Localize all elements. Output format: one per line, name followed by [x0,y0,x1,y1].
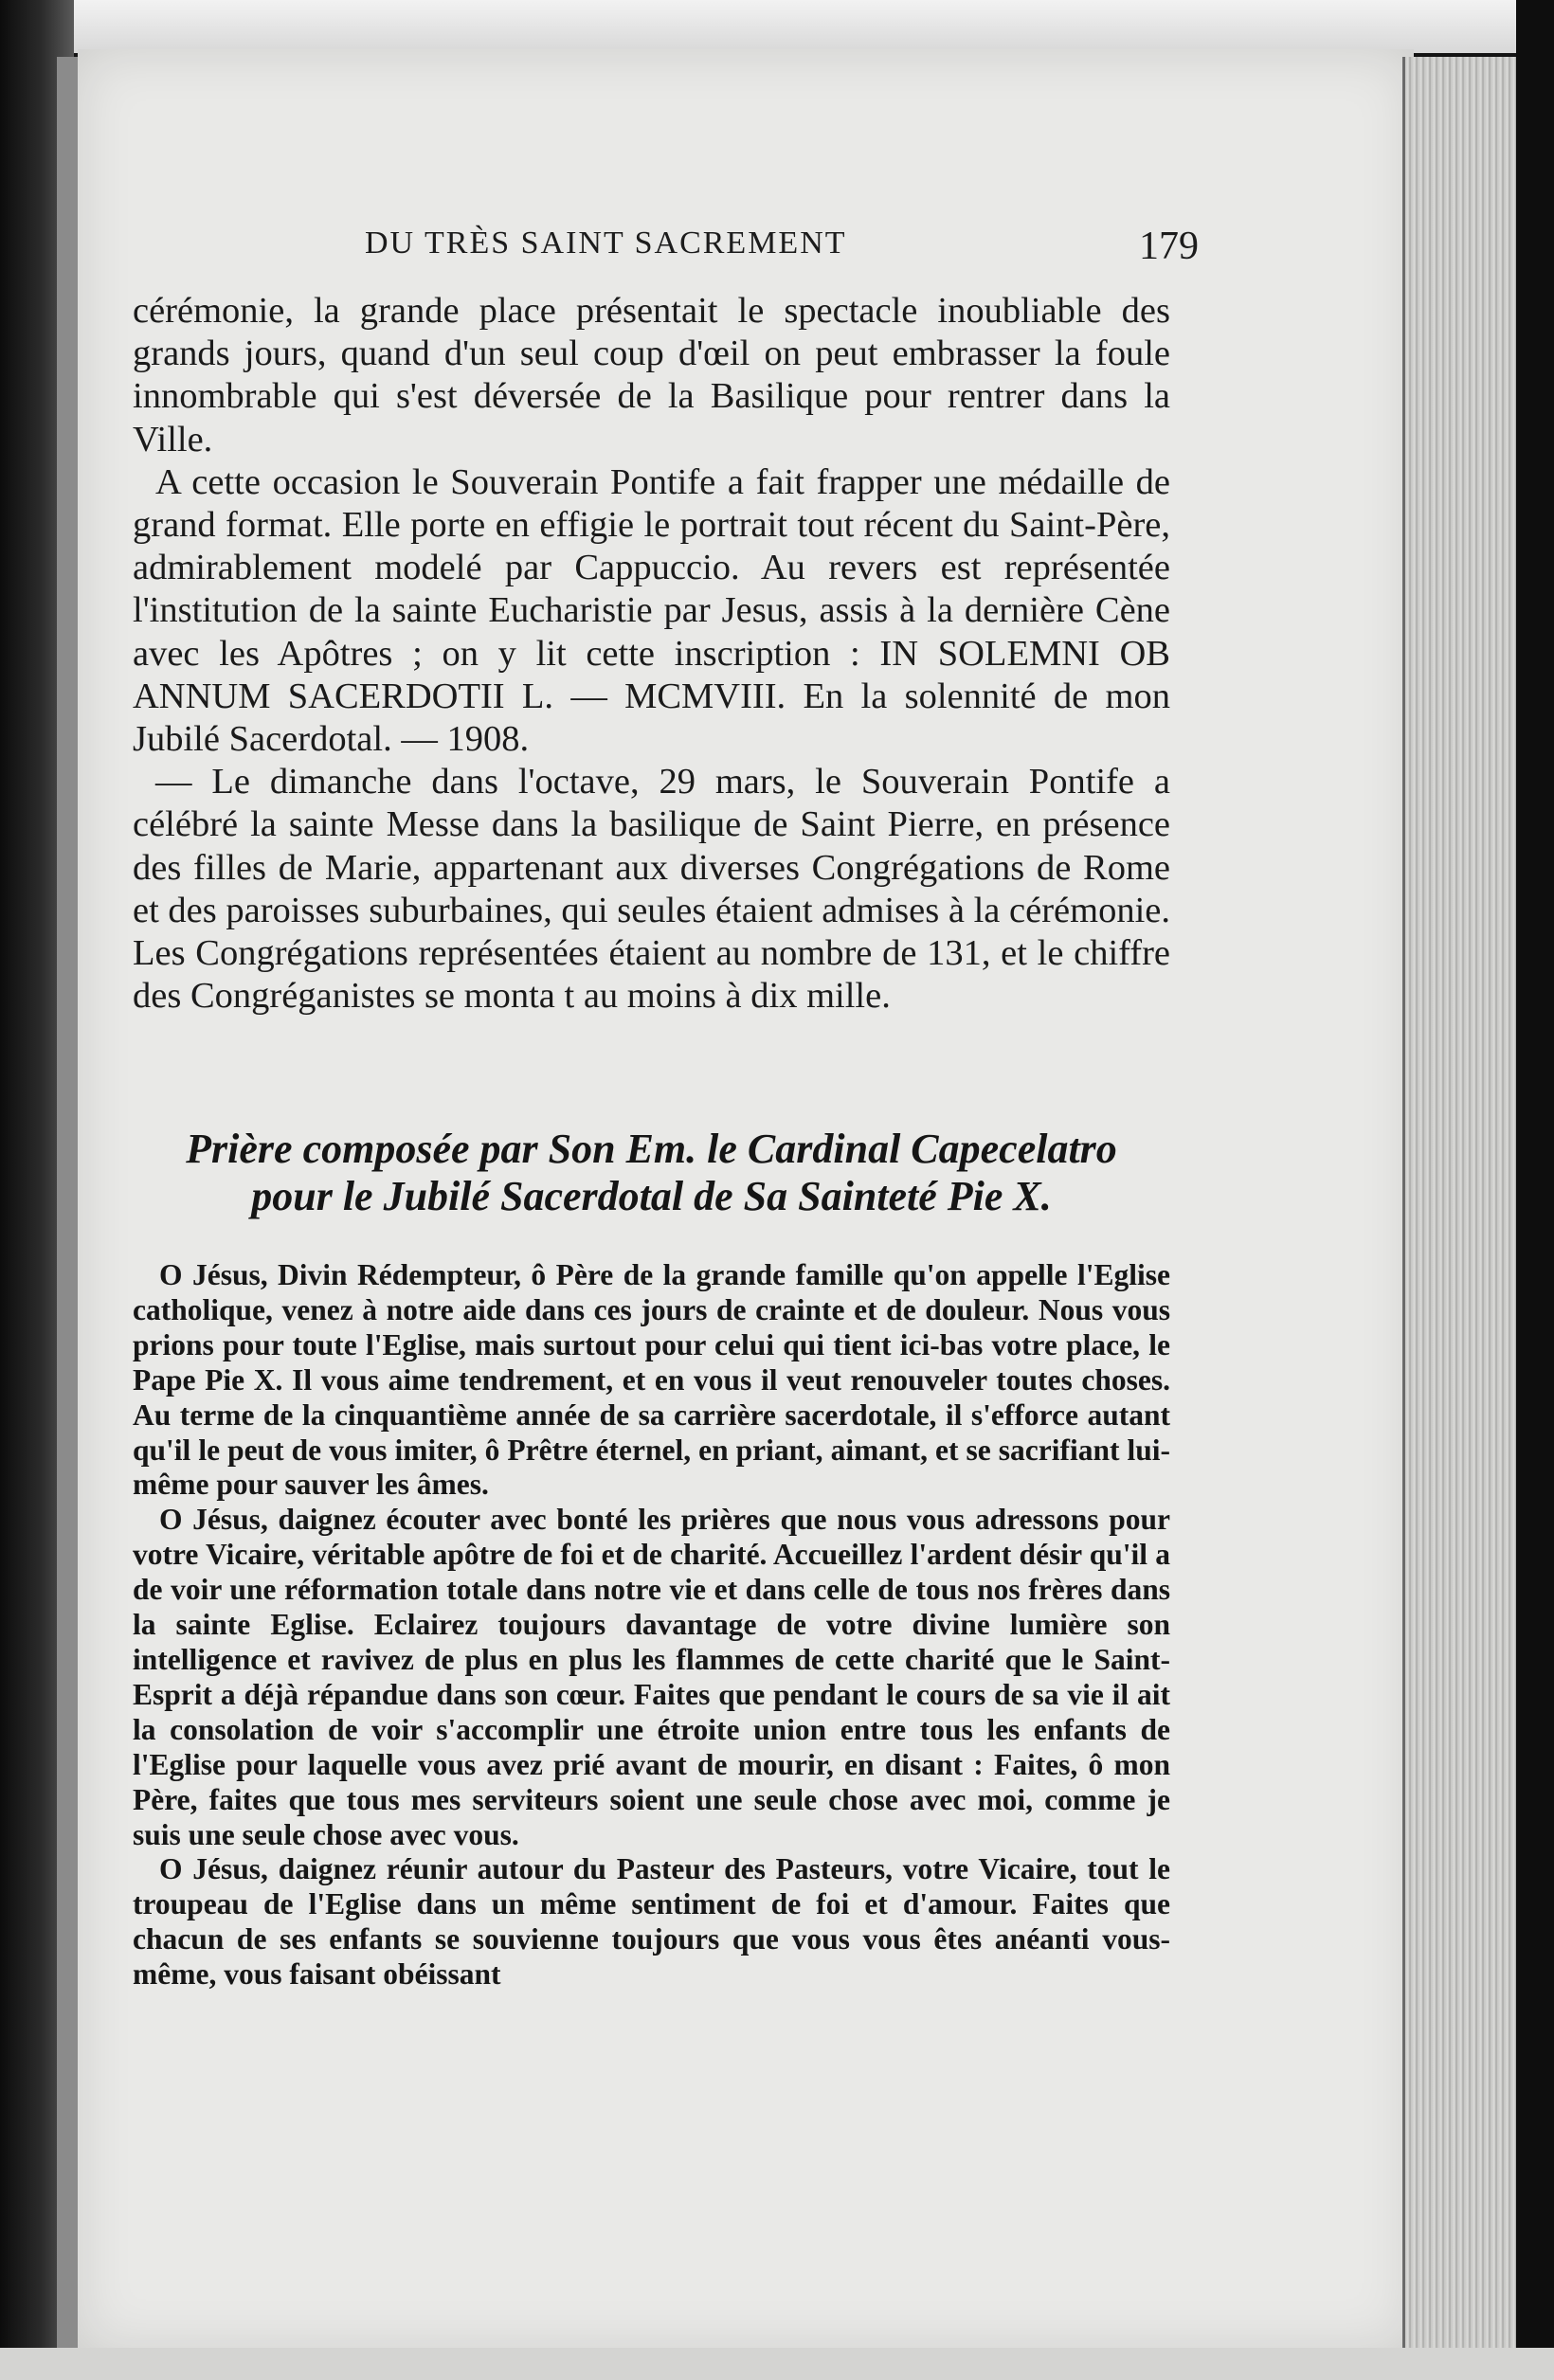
page-number: 179 [1139,225,1199,268]
section-title-line: Prière composée par Son Em. le Cardinal Capecelatro [186,1126,1117,1172]
prayer-paragraph: O Jésus, daignez réunir autour du Pasteur des Pasteurs, votre Vicaire, tout le troupeau de l'Eglise dans un même sentiment de foi et d'amour. Faites que chacun de ses enfants se souvienne toujours que vous vous êtes anéanti vous-même, vous faisant obéissant [133,1852,1170,1992]
body-text [133,290,1170,1018]
page-stack-edge [1402,57,1519,2350]
section-title-line: pour le Jubilé Sacerdotal de Sa Sainteté Pie X. [251,1173,1052,1219]
scan-bottom-margin [0,2348,1554,2380]
prayer-paragraph: O Jésus, daignez écouter avec bonté les prières que nous vous adressons pour votre Vicaire, véritable apôtre de foi et de charité. Accueillez l'ardent désir qu'il a de voir une réformation totale dans notre vie et dans celle de tous nos frères dans la sainte Eglise. Eclairez toujours davantage de votre divine lumière son intelligence et ravivez de plus en plus les flammes de cette charité que le Saint-Esprit a déjà répandue dans son cœur. Faites que pendant le cours de sa vie il ait la consolation de voir s'accomplir une étroite union entre tous les enfants de l'Eglise pour laquelle vous avez prié avant de mourir, en disant : Faites, ô mon Père, faites que tous mes serviteurs soient une seule chose avec moi, comme je suis une seule chose avec vous. [133,1503,1170,1851]
facing-page-edge [57,57,80,2350]
prayer-text [133,1258,1170,1992]
scan-top-margin [0,0,1554,53]
section-title [133,1126,1170,1220]
scan-right-margin [1516,0,1554,2380]
prayer-paragraph: O Jésus, Divin Rédempteur, ô Père de la grande famille qu'on appelle l'Eglise catholique, venez à notre aide dans ces jours de crainte et de douleur. Nous vous prions pour toute l'Eglise, mais surtout pour celui qui tient ici-bas votre place, le Pape Pie X. Il vous aime tendrement, et en vous il veut renouveler toutes choses. Au terme de la cinquantième année de sa carrière sacerdotale, il s'efforce autant qu'il le peut de vous imiter, ô Prêtre éternel, en priant, aimant, et se sacrifiant lui-même pour sauver les âmes. [133,1258,1170,1502]
running-head: DU TRÈS SAINT SACREMENT [365,225,847,261]
body-paragraph: cérémonie, la grande place présentait le spectacle inoubliable des grands jours, quand d'un seul coup d'œil on peut embrasser la foule innombrable qui s'est déversée de la Basilique pour rentrer dans la Ville. [133,291,1170,460]
body-paragraph: A cette occasion le Souverain Pontife a fait frapper une médaille de grand format. Elle porte en effigie le portrait tout récent du Saint-Père, admirablement modelé par Cappuccio. Au revers est représentée l'institution de la sainte Eucharistie par Jesus, assis à la dernière Cène avec les Apôtres ; on y lit cette inscription : IN SOLEMNI OB ANNUM SACERDOTII L. — MCMVIII. En la solennité de mon Jubilé Sacerdotal. — 1908. [133,461,1170,760]
body-paragraph: — Le dimanche dans l'octave, 29 mars, le Souverain Pontife a célébré la sainte Messe dans la basilique de Saint Pierre, en présence des filles de Marie, appartenant aux diverses Congrégations de Rome et des paroisses suburbaines, qui seules étaient admises à la cérémonie. Les Congrégations représentées étaient au nombre de 131, et le chiffre des Congréganistes se monta t au moins à dix mille. [133,762,1170,1017]
